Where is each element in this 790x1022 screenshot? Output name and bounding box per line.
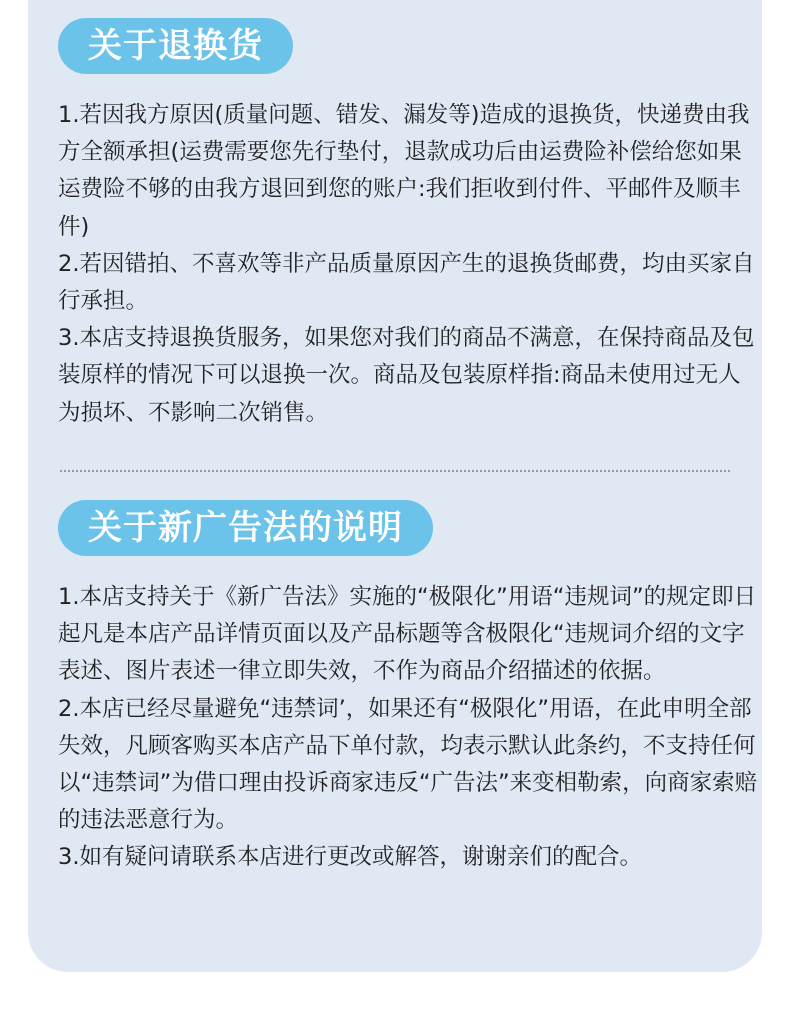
returns-policy-item-2: 2.若因错拍、不喜欢等非产品质量原因产生的退换货邮费，均由买家自行承担。 <box>58 250 755 315</box>
returns-policy-item-3: 3.本店支持退换货服务，如果您对我们的商品不满意，在保持商品及包装原样的情况下可以退换一次。商品及包装原样指:商品未使用过无人为损坏、不影响二次销售。 <box>58 325 755 426</box>
returns-policy-text <box>58 97 758 432</box>
ad-law-statement-text <box>58 579 758 877</box>
ad-law-item-1: 1.本店支持关于《新广告法》实施的“极限化”用语“违规词”的规定即日起凡是本店产品详情页面以及产品标题等含极限化“违规词介绍的文字表述、图片表述一律立即失效，不作为商品介绍描述的依据。 <box>58 584 757 685</box>
section-divider <box>60 470 730 472</box>
section-title-ad-law: 关于新广告法的说明 <box>58 500 433 556</box>
returns-policy-item-1: 1.若因我方原因(质量问题、错发、漏发等)造成的退换货，快递费由我方全额承担(运费需要您先行垫付，退款成功后由运费险补偿给您如果运费险不够的由我方退回到您的账户:我们拒收到付件、平邮件及顺丰件) <box>58 102 750 240</box>
section-title-returns: 关于退换货 <box>58 18 293 74</box>
ad-law-item-2: 2.本店已经尽量避免“违禁词’，如果还有“极限化”用语，在此申明全部失效，凡顾客购买本店产品下单付款，均表示默认此条约，不支持任何以“违禁词”为借口理由投诉商家违反“广告法”来变相勒索，向商家索赔的违法恶意行为。 <box>58 695 758 834</box>
ad-law-item-3: 3.如有疑问请联系本店进行更改或解答，谢谢亲们的配合。 <box>58 844 642 871</box>
